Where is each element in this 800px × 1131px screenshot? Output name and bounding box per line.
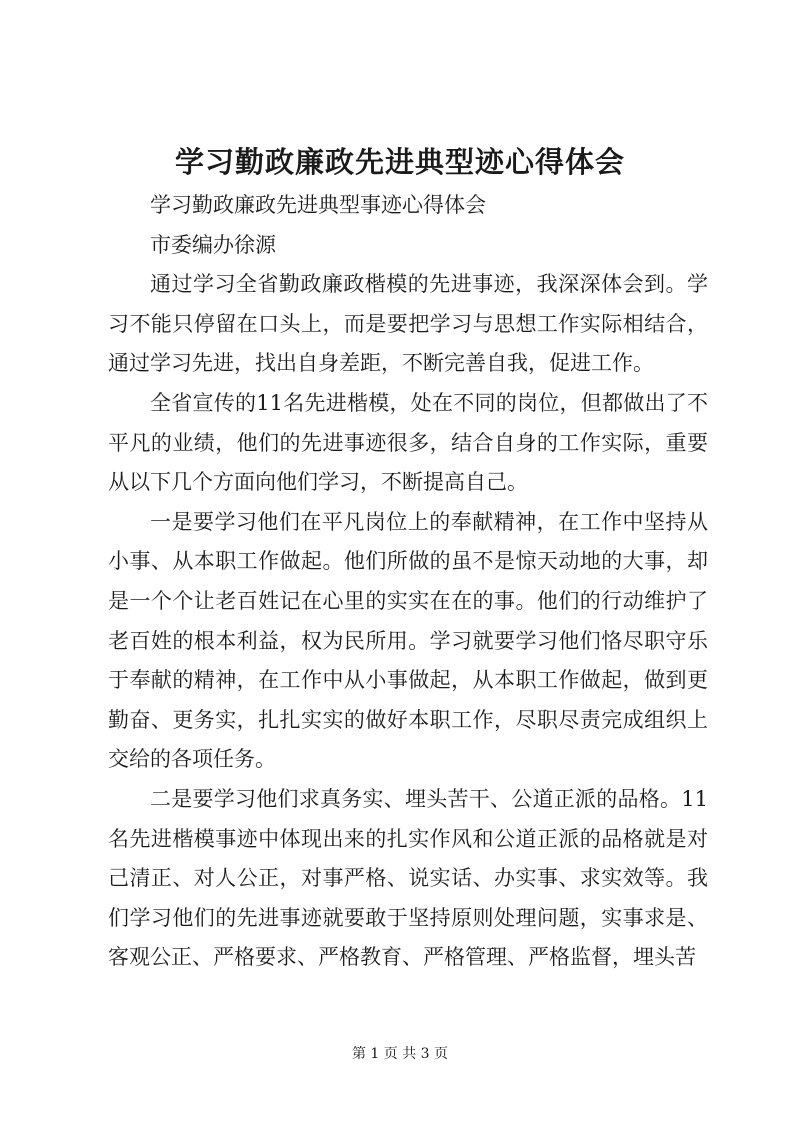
paragraph: 通过学习全省勤政廉政楷模的先进事迹，我深深体会到。学习不能只停留在口头上，而是要把学习与思想工作实际相结合，通过学习先进，找出自身差距，不断完善自我，促进工作。 [108, 272, 708, 376]
page-footer: 第 1 页 共 3 页 [351, 1046, 449, 1062]
subtitle-line: 学习勤政廉政先进典型事迹心得体会 [150, 193, 486, 217]
paragraph: 一是要学习他们在平凡岗位上的奉献精神，在工作中坚持从小事、从本职工作做起。他们所做的虽不是惊天动地的大事，却是一个个让老百姓记在心里的实实在在的事。他们的行动维护了老百姓的根本利益，权为民所用。学习就要学习他们恪尽职守乐于奉献的精神，在工作中从小事做起，从本职工作做起，做到更勤奋、更务实，扎扎实实的做好本职工作，尽职尽责完成组织上交给的各项任务。 [108, 509, 708, 772]
author-line: 市委编办徐源 [150, 232, 276, 257]
document-title: 学习勤政廉政先进典型迹心得体会 [174, 145, 625, 179]
document-body [108, 186, 708, 978]
paragraph: 二是要学习他们求真务实、埋头苦干、公道正派的品格。11名先进楷模事迹中体现出来的扎实作风和公道正派的品格就是对己清正、对人公正，对事严格、说实话、办实事、求实效等。我们学习他们的先进事迹就要敢于坚持原则处理问题，实事求是、客观公正、严格要求、严格教育、严格管理、严格监督，埋头苦 [108, 786, 708, 970]
paragraph: 全省宣传的11名先进楷模，处在不同的岗位，但都做出了不平凡的业绩，他们的先进事迹很多，结合自身的工作实际，重要从以下几个方面向他们学习，不断提高自己。 [108, 390, 708, 495]
